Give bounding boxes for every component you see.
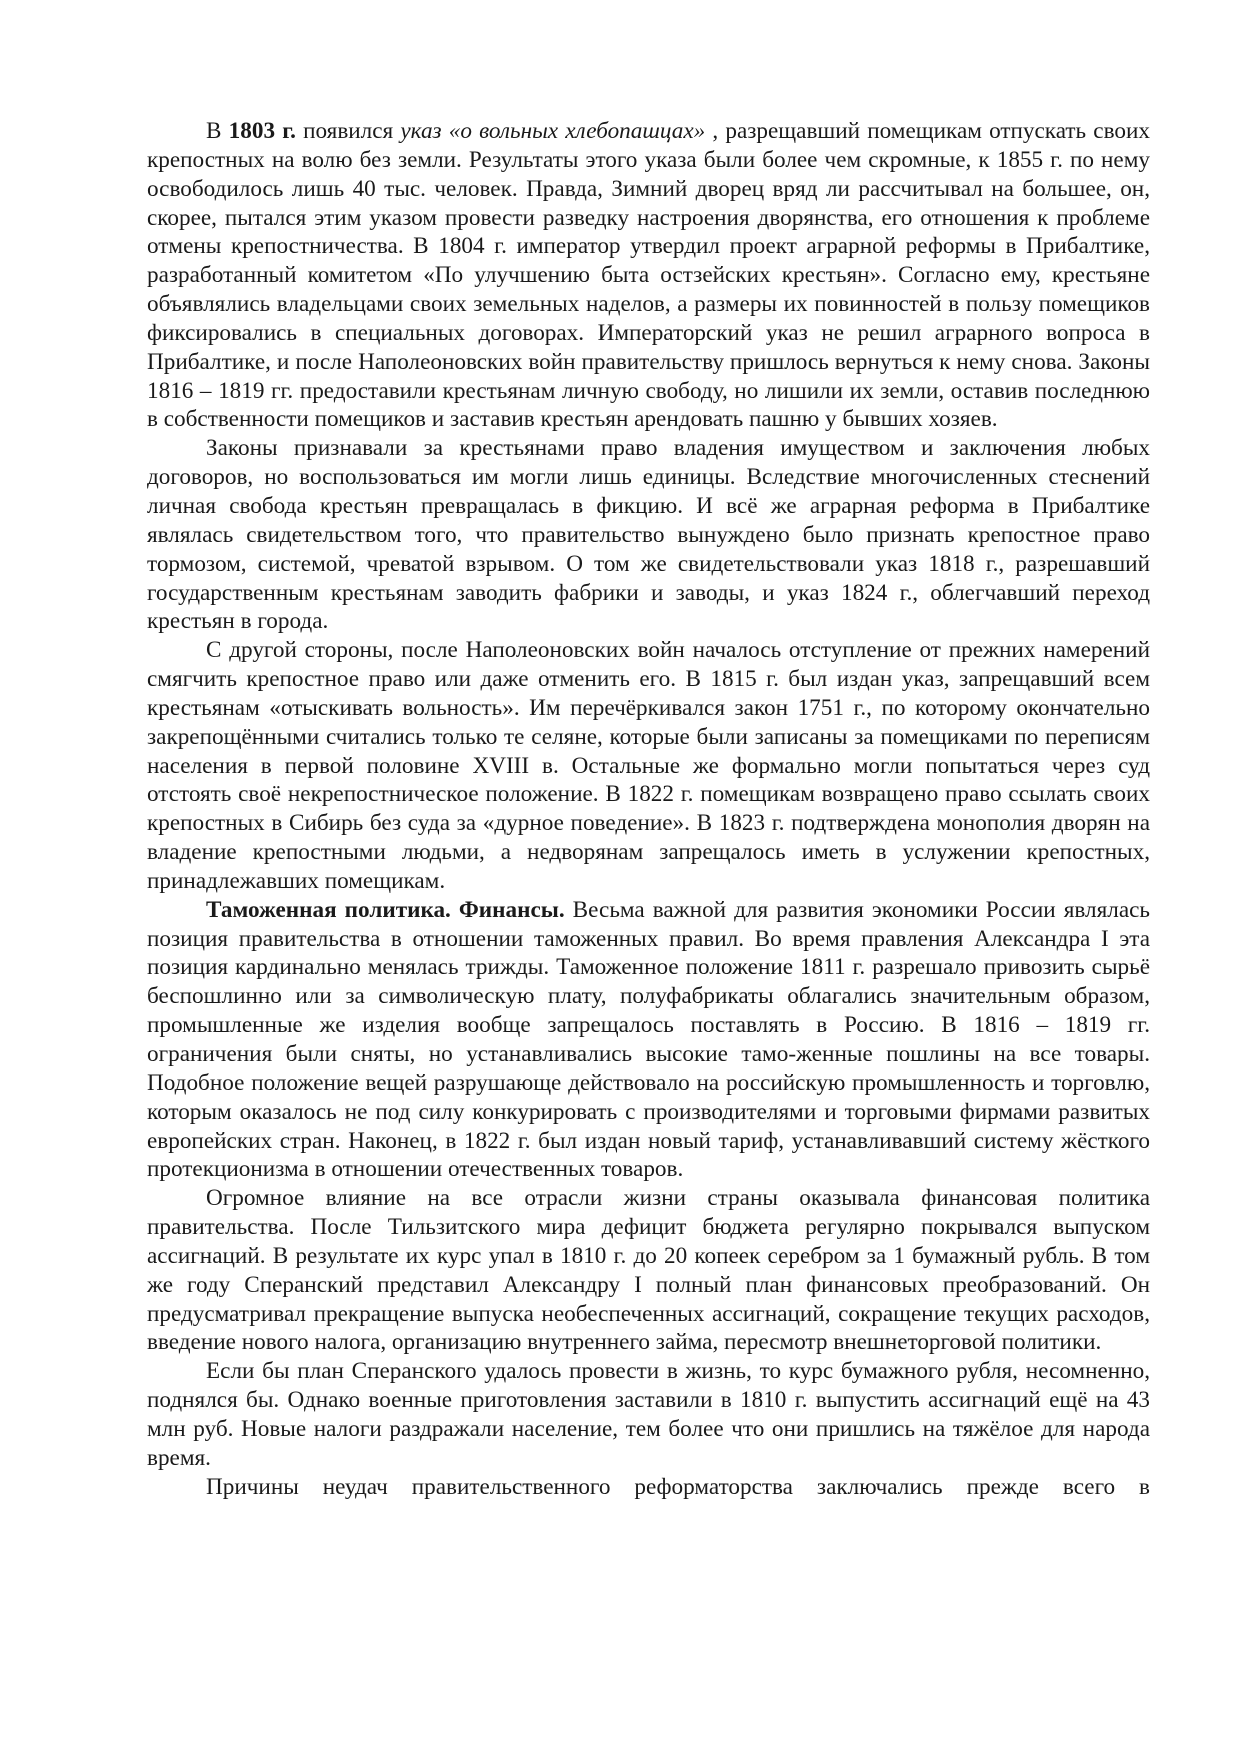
paragraph-3: [147, 636, 1150, 896]
paragraph-6: [147, 1357, 1150, 1472]
bold-text: 1803 г.: [228, 118, 296, 144]
paragraph-2: [147, 434, 1150, 636]
paragraph-5: [147, 1184, 1150, 1357]
text-run: Если бы план Сперанского удалось провести в жизнь, то курс бумажного рубля, несомненно, поднялся бы. Однако военные приготовления заставили в 1810 г. выпустить ассигнаций ещё на 43 млн руб. Новые налоги раздражали население, тем более что они пришлись на тяжёлое для народа время.: [147, 1358, 1150, 1471]
text-run: появился: [295, 118, 401, 144]
text-run: Весьма важной для развития экономики России являлась позиция правительства в отношении таможенных правил. Во время правления Александра I эта позиция кардинально менялась трижды. Таможенное положение 1811 г. разрешало привозить сырьё беспошлинно или за символическую плату, полуфабрикаты облагались значительным образом, промышленные же изделия вообще запрещалось поставлять в Россию. В 1816 – 1819 гг. ограничения были сняты, но устанавливались высокие тамо-женные пошлины на все товары. Подобное положение вещей разрушающе действовало на российскую промышленность и торговлю, которым оказалось не под силу конкурировать с производителями и торговыми фирмами развитых европейских стран. Наконец, в 1822 г. был издан новый тариф, устанавливавший систему жёсткого протекционизма в отношении отечественных товаров.: [147, 896, 1150, 1183]
paragraph-1: [147, 117, 1150, 434]
text-run: Огромное влияние на все отрасли жизни страны оказывала финансовая политика правительства. После Тильзитского мира дефицит бюджета регулярно покрывался выпуском ассигнаций. В результате их курс упал в 1810 г. до 20 копеек серебром за 1 бумажный рубль. В том же году Сперанский представил Александру I полный план финансовых преобразований. Он предусматривал прекращение выпуска необеспеченных ассигнаций, сокращение текущих расходов, введение нового налога, организацию внутреннего займа, пересмотр внешнеторговой политики.: [147, 1185, 1150, 1356]
paragraph-4: [147, 896, 1150, 1184]
text-run: В: [206, 118, 229, 144]
text-run: Причины неудач правительственного реформаторства заключались прежде всего в: [206, 1473, 1150, 1500]
paragraph-7: [147, 1473, 1150, 1502]
bold-text: Таможенная политика. Финансы.: [206, 896, 565, 923]
text-run: С другой стороны, после Наполеоновских войн началось отступление от прежних намерений смягчить крепостное право или даже отменить его. В 1815 г. был издан указ, запрещавший всем крестьянам «отыскивать вольность». Им перечёркивался закон 1751 г., по которому окончательно закрепощёнными считались только те селяне, которые были записаны за помещиками по переписям населения в первой половине XVIII в. Остальные же формально могли попытаться через суд отстоять своё некрепостническое положение. В 1822 г. помещикам возвращено право ссылать своих крепостных в Сибирь без суда за «дурное поведение». В 1823 г. подтверждена монополия дворян на владение крепостными людьми, а недворянам запрещалось иметь в услужении крепостных, принадлежавших помещикам.: [147, 637, 1150, 894]
text-run: , разрещавший помещикам отпускать своих крепостных на волю без земли. Результаты этого указа были более чем скромные, к 1855 г. по нему освободилось лишь 40 тыс. человек. Правда, Зимний дворец вряд ли рассчитывал на большее, он, скорее, пытался этим указом провести разведку настроения дворянства, его отношения к проблеме отмены крепостничества. В 1804 г. император утвердил проект аграрной реформы в Прибалтике, разработанный комитетом «По улучшению быта остзейских крестьян». Согласно ему, крестьяне объявлялись владельцами своих земельных наделов, а размеры их повинностей в пользу помещиков фиксировались в специальных договорах. Императорский указ не решил аграрного вопроса в Прибалтике, и после Наполеоновских войн правительству пришлось вернуться к нему снова. Законы 1816 – 1819 гг. предоставили крестьянам личную свободу, но лишили их земли, оставив последнюю в собственности помещиков и заставив крестьян арендовать пашню у бывших хозяев.: [147, 118, 1150, 433]
text-run: Законы признавали за крестьянами право владения имуществом и заключения любых договоров, но воспользоваться им могли лишь единицы. Вследствие многочисленных стеснений личная свобода крестьян превращалась в фикцию. И всё же аграрная реформа в Прибалтике являлась свидетельством того, что правительство вынуждено было признать крепостное право тормозом, системой, чреватой взрывом. О том же свидетельствовали указ 1818 г., разрешавший государственным крестьянам заводить фабрики и заводы, и указ 1824 г., облегчавший переход крестьян в города.: [147, 435, 1150, 635]
document-page: [147, 117, 1150, 1502]
italic-text: указ «о вольных хлебопашцах»: [400, 118, 706, 144]
